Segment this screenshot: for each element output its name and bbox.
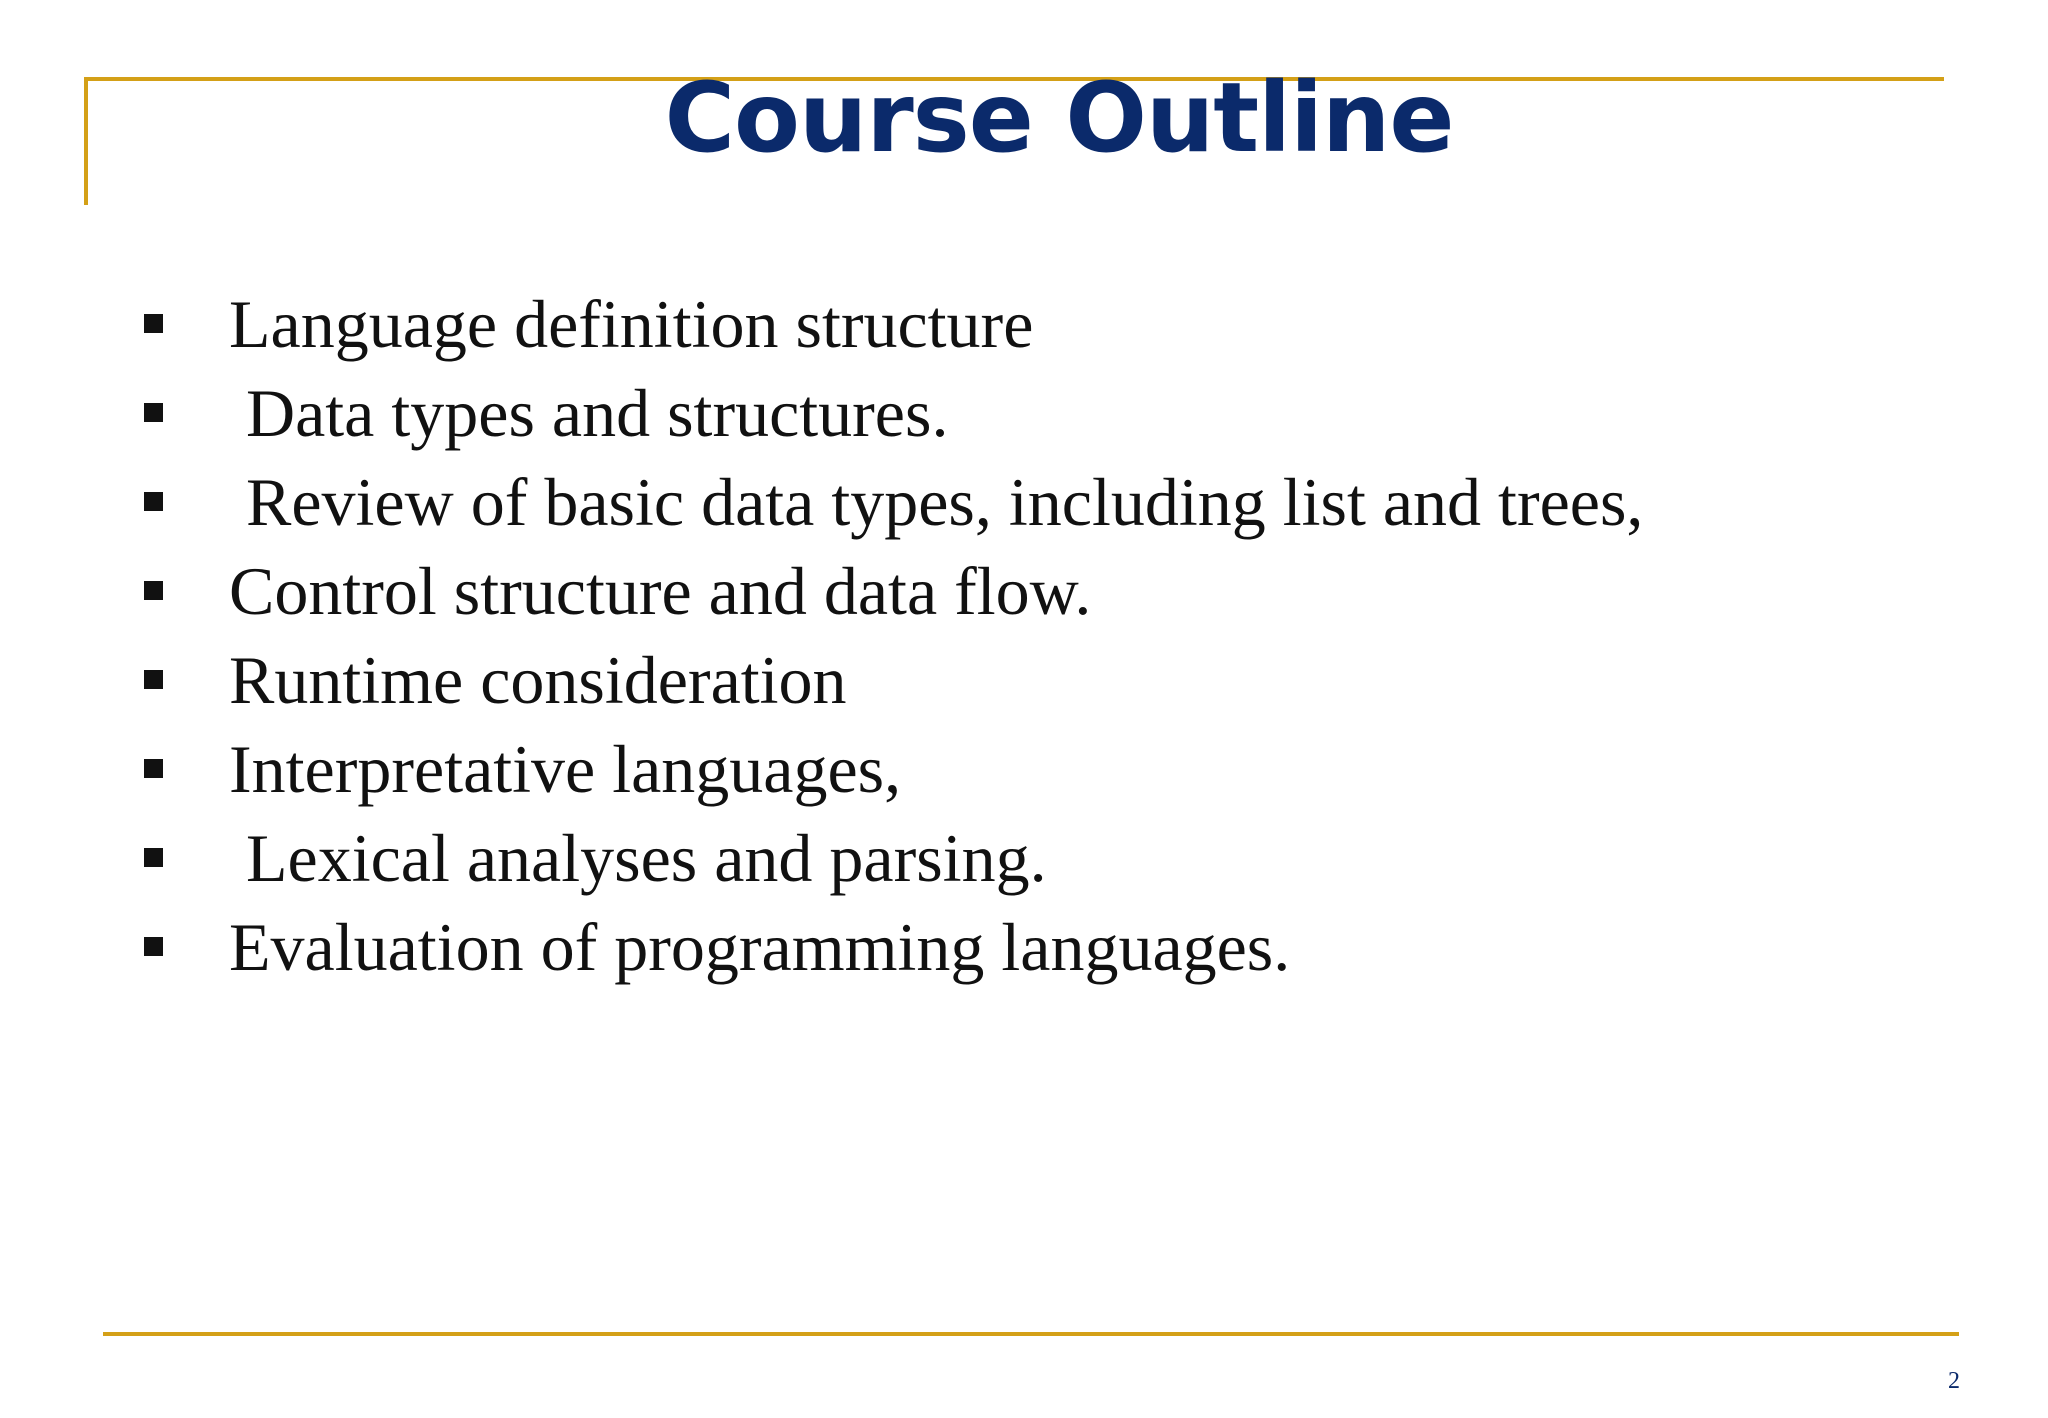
list-item-text: Data types and structures. — [229, 375, 949, 451]
bottom-border-line — [103, 1332, 1959, 1336]
slide-title: Course Outline — [664, 62, 1454, 174]
square-bullet-icon — [144, 581, 163, 600]
list-item — [136, 547, 1092, 636]
list-item — [136, 458, 1644, 547]
list-item — [136, 814, 1047, 903]
square-bullet-icon — [144, 492, 163, 511]
course-outline-list — [136, 280, 1644, 992]
list-item — [136, 369, 949, 458]
list-item — [136, 903, 1291, 992]
square-bullet-icon — [144, 937, 163, 956]
square-bullet-icon — [144, 759, 163, 778]
page-number: 2 — [1948, 1368, 1960, 1394]
list-item-text: Review of basic data types, including list and trees, — [229, 464, 1644, 540]
list-item-text: Runtime consideration — [229, 642, 847, 718]
square-bullet-icon — [144, 403, 163, 422]
list-item-text: Language definition structure — [229, 286, 1034, 362]
square-bullet-icon — [144, 670, 163, 689]
list-item-text: Lexical analyses and parsing. — [229, 820, 1047, 896]
list-item — [136, 280, 1034, 369]
square-bullet-icon — [144, 848, 163, 867]
list-item — [136, 636, 847, 725]
list-item — [136, 725, 902, 814]
square-bullet-icon — [144, 314, 163, 333]
list-item-text: Control structure and data flow. — [229, 553, 1092, 629]
list-item-text: Interpretative languages, — [229, 731, 902, 807]
list-item-text: Evaluation of programming languages. — [229, 909, 1291, 985]
